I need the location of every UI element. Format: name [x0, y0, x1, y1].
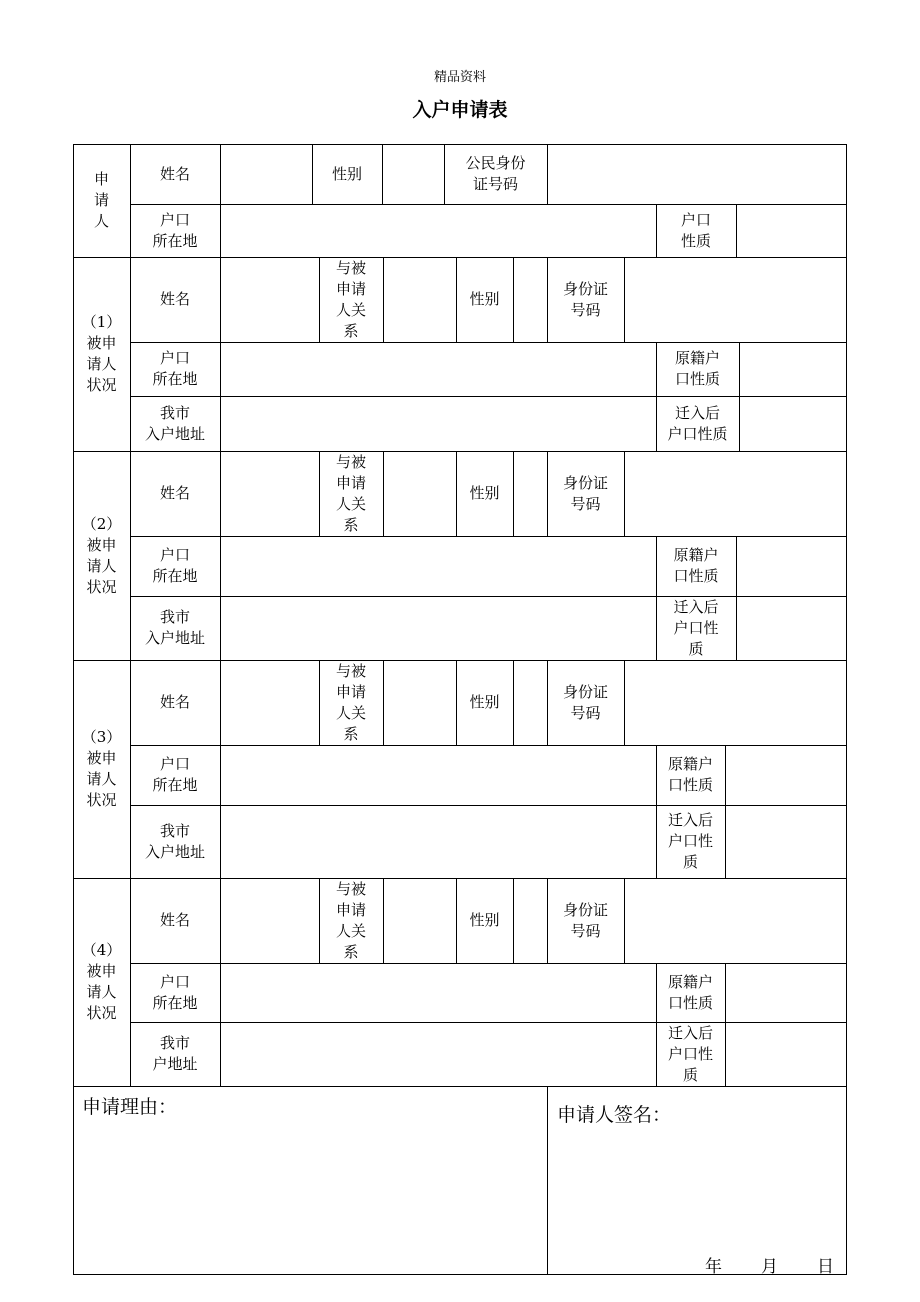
person-4-new-nature-input[interactable] [726, 1023, 846, 1086]
person-3-relation-label: 与被 申请 人关 系 [335, 661, 366, 743]
person-3-gender-label: 性别 [469, 693, 500, 711]
person-4-section-label: （4） 被申 请人 状况 [81, 941, 122, 1022]
person-3-address-input[interactable] [221, 806, 656, 878]
person-2-address-label: 我市 入户地址 [144, 608, 205, 647]
person-1-relation-label: 与被 申请 人关 系 [335, 258, 366, 340]
person-3-orig-nature-input[interactable] [726, 746, 846, 805]
person-1-address-input[interactable] [221, 397, 656, 451]
applicant-gender-input[interactable] [383, 145, 444, 204]
person-3-new-nature-label: 迁入后 户口性 质 [667, 811, 713, 871]
reason-input[interactable] [74, 1118, 546, 1272]
person-1-address-label: 我市 入户地址 [144, 403, 205, 443]
person-4-orig-nature-label: 原籍户 口性质 [667, 972, 713, 1012]
date-day-label: 日 [817, 1257, 834, 1277]
person-3-orig-nature-label: 原籍户 口性质 [667, 755, 713, 794]
person-1-new-nature-input[interactable] [740, 397, 846, 451]
applicant-hukou-location-label: 户口 所在地 [152, 210, 198, 250]
person-2-name-label: 姓名 [159, 484, 190, 502]
person-3-relation-input[interactable] [384, 661, 456, 745]
person-3-new-nature-input[interactable] [726, 806, 846, 878]
person-1-new-nature-label: 迁入后 户口性质 [667, 403, 728, 443]
applicant-id-input[interactable] [548, 145, 846, 204]
applicant-section-label: 申 请 人 [93, 170, 109, 230]
person-4-new-nature-label: 迁入后 户口性 质 [667, 1023, 713, 1084]
person-2-section-label: （2） 被申 请人 状况 [81, 514, 122, 596]
person-1-section-label: （1） 被申 请人 状况 [81, 313, 122, 394]
applicant-id-label: 公民身份 证号码 [465, 154, 526, 193]
person-2-id-input[interactable] [625, 452, 846, 536]
person-4-id-label: 身份证 号码 [562, 900, 608, 940]
person-4-hukou-location-label: 户口 所在地 [152, 972, 198, 1012]
person-2-id-label: 身份证 号码 [562, 473, 608, 513]
person-3-gender-input[interactable] [514, 661, 547, 745]
person-2-address-input[interactable] [221, 597, 656, 660]
date-month-label: 月 [761, 1257, 778, 1277]
person-2-relation-input[interactable] [384, 452, 456, 536]
applicant-gender-label: 性别 [331, 164, 362, 183]
person-1-hukou-location-input[interactable] [221, 343, 656, 396]
person-1-id-input[interactable] [625, 258, 846, 342]
person-4-address-input[interactable] [221, 1023, 656, 1086]
applicant-hukou-nature-input[interactable] [737, 205, 846, 257]
person-1-name-input[interactable] [221, 258, 319, 342]
person-2-name-input[interactable] [221, 452, 319, 536]
person-2-hukou-location-label: 户口 所在地 [152, 546, 198, 585]
person-4-name-input[interactable] [221, 879, 319, 963]
form-title: 入户申请表 [412, 99, 508, 121]
person-3-id-input[interactable] [625, 661, 846, 745]
person-1-hukou-location-label: 户口 所在地 [152, 349, 198, 388]
header-note: 精品资料 [433, 70, 486, 85]
person-2-orig-nature-label: 原籍户 口性质 [673, 546, 719, 585]
person-2-orig-nature-input[interactable] [737, 537, 846, 596]
person-1-id-label: 身份证 号码 [562, 279, 608, 319]
person-3-name-label: 姓名 [159, 693, 190, 711]
person-4-orig-nature-input[interactable] [726, 964, 846, 1022]
person-2-gender-input[interactable] [514, 452, 547, 536]
reason-label: 申请理由： [82, 1096, 178, 1118]
person-1-orig-nature-input[interactable] [740, 343, 846, 396]
signature-area[interactable] [549, 1128, 845, 1246]
person-1-orig-nature-label: 原籍户 口性质 [674, 349, 720, 388]
person-3-section-label: （3） 被申 请人 状况 [81, 728, 122, 809]
person-3-address-label: 我市 入户地址 [144, 821, 205, 861]
person-4-relation-input[interactable] [384, 879, 456, 963]
date-year-label: 年 [705, 1257, 722, 1277]
person-2-relation-label: 与被 申请 人关 系 [335, 452, 366, 534]
person-1-gender-input[interactable] [514, 258, 547, 342]
applicant-name-label: 姓名 [159, 164, 190, 183]
applicant-hukou-nature-label: 户口 性质 [680, 210, 711, 250]
person-1-name-label: 姓名 [159, 290, 190, 308]
person-4-relation-label: 与被 申请 人关 系 [335, 879, 366, 961]
applicant-name-input[interactable] [221, 145, 312, 204]
person-4-hukou-location-input[interactable] [221, 964, 656, 1022]
person-4-address-label: 我市 户地址 [152, 1034, 198, 1073]
person-2-hukou-location-input[interactable] [221, 537, 656, 596]
person-1-relation-input[interactable] [384, 258, 456, 342]
person-1-gender-label: 性别 [469, 290, 500, 308]
person-3-id-label: 身份证 号码 [562, 682, 608, 722]
person-3-hukou-location-input[interactable] [221, 746, 656, 805]
person-4-gender-input[interactable] [514, 879, 547, 963]
person-3-hukou-location-label: 户口 所在地 [152, 755, 198, 794]
person-4-id-input[interactable] [625, 879, 846, 963]
person-2-new-nature-input[interactable] [737, 597, 846, 660]
applicant-hukou-location-input[interactable] [221, 205, 656, 257]
signature-label: 申请人签名： [557, 1104, 672, 1126]
person-2-gender-label: 性别 [469, 484, 500, 502]
person-4-gender-label: 性别 [469, 911, 500, 929]
person-2-new-nature-label: 迁入后 户口性 质 [673, 597, 719, 658]
person-3-name-input[interactable] [221, 661, 319, 745]
person-4-name-label: 姓名 [159, 911, 190, 929]
